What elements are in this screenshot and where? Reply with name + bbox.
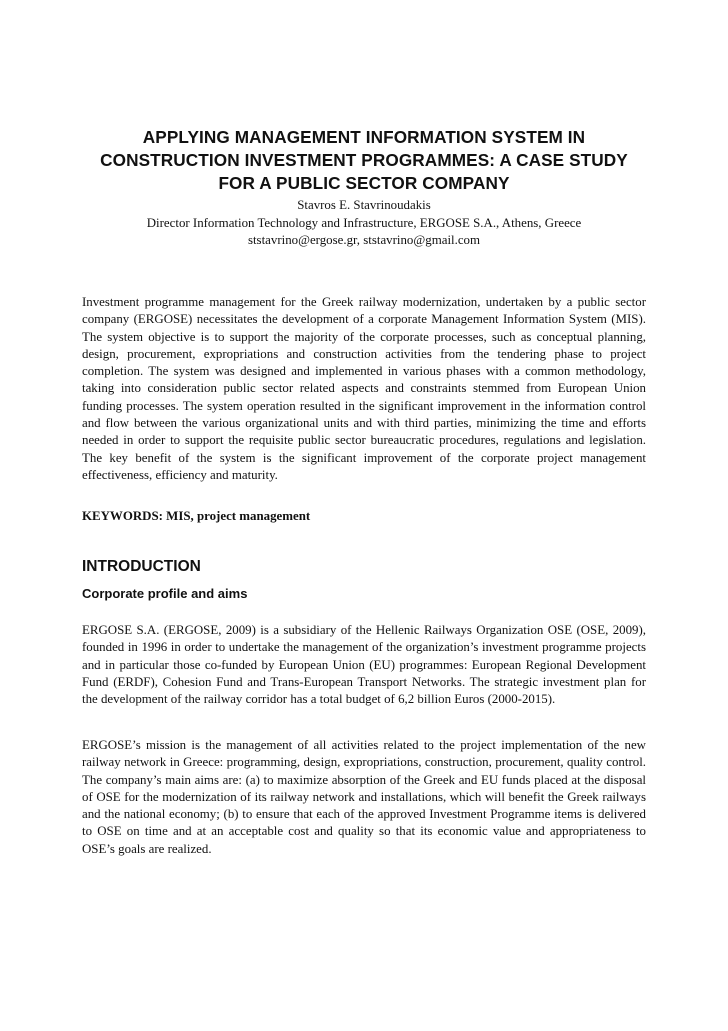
author-name: Stavros E. Stavrinoudakis bbox=[297, 198, 431, 212]
body-paragraph: ERGOSE S.A. (ERGOSE, 2009) is a subsidiary of the Hellenic Railways Organization OSE (OSE, 2009), founded in 1996 in order to undertake the management of the organization’s investment programme projects and in particular those co-funded by European Union (EU) programmes: European Regional Development Fund (ERDF), Cohesion Fund and Trans-European Transport Networks. The strategic investment plan for the development of the railway corridor has a total budget of 6,2 billion Euros (2000-2015). bbox=[82, 623, 646, 707]
author-emails: ststavrino@ergose.gr, ststavrino@gmail.com bbox=[247, 233, 481, 247]
subsection-heading-block bbox=[82, 585, 646, 603]
section-heading: INTRODUCTION bbox=[82, 558, 201, 575]
abstract-block bbox=[82, 294, 646, 484]
abstract-text: Investment programme management for the Greek railway modernization, undertaken by a public sector company (ERGOSE) necessitates the development of a corporate Management Information System (MIS). The system objective is to support the majority of the corporate processes, such as conceptual planning, design, procurement, expropriations and construction activities from the tendering phase to project completion. The system was designed and implemented in various phases with a common methodology, taking into consideration public sector related aspects and constraints stemmed from European Union funding processes. The system operation resulted in the significant improvement in the information control and flow between the various organizational units and with third parties, minimizing the time and efforts needed in order to support the requisite public sector bureaucratic procedures, regulations and legislation. The key benefit of the system is the significant improvement of the corporate project management effectiveness, efficiency and maturity. bbox=[82, 295, 646, 482]
section-heading-block bbox=[82, 557, 646, 577]
body-paragraph: ERGOSE’s mission is the management of all activities related to the project implementation of the new railway network in Greece: programming, design, expropriations, construction, procurement, quality control. The company’s main aims are: (a) to maximize absorption of the Greek and EU funds placed at the disposal of OSE for the modernization of its railway network and installations, which will benefit the Greek railways and the national economy; (b) to ensure that each of the approved Investment Programme items is delivered to OSE on time and at an acceptable cost and quality so that its economic value and appropriateness to OSE’s goals are realized. bbox=[82, 738, 646, 856]
paragraph-block-1 bbox=[82, 622, 646, 708]
keywords-text: KEYWORDS: MIS, project management bbox=[82, 509, 311, 523]
author-block bbox=[82, 197, 646, 250]
subsection-heading: Corporate profile and aims bbox=[82, 586, 248, 601]
paper-title: APPLYING MANAGEMENT INFORMATION SYSTEM IN CONSTRUCTION INVESTMENT PROGRAMMES: A CASE STUDY FOR A PUBLIC SECTOR COMPANY bbox=[100, 127, 628, 193]
paragraph-block-2 bbox=[82, 737, 646, 858]
keywords-block bbox=[82, 508, 646, 525]
author-affiliation: Director Information Technology and Infrastructure, ERGOSE S.A., Athens, Greece bbox=[146, 215, 582, 230]
title-block bbox=[82, 126, 646, 250]
